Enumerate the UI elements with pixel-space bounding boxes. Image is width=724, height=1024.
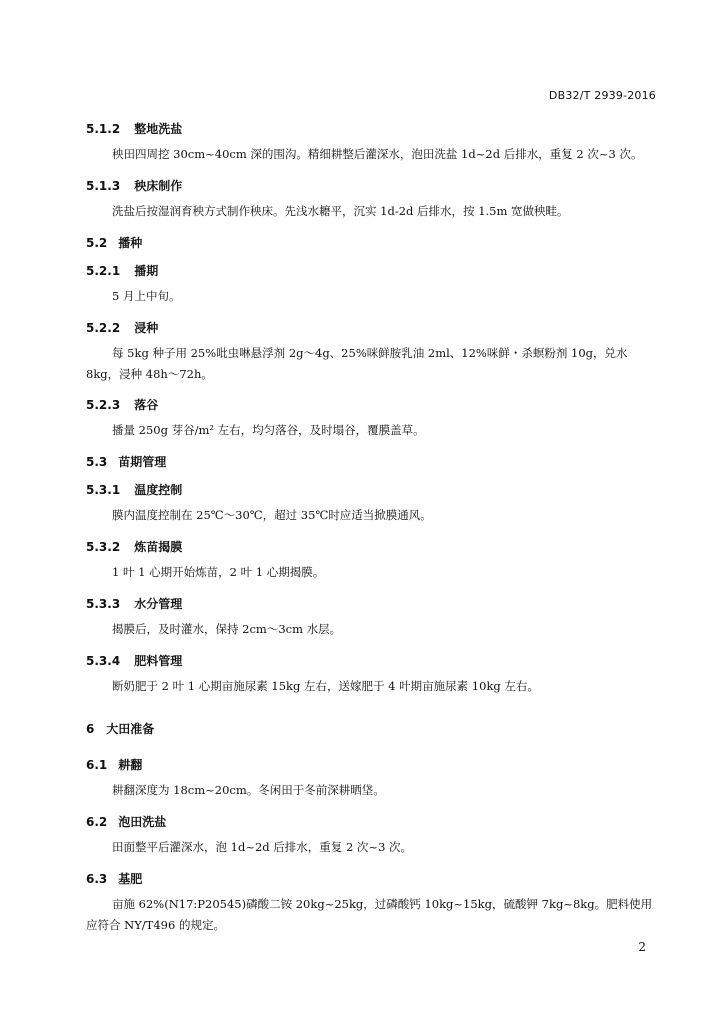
section-title: 肥料管理: [134, 654, 183, 668]
paragraph: 膜内温度控制在 25℃～30℃，超过 35℃时应适当掀膜通风。: [112, 508, 432, 522]
section-heading: [86, 453, 166, 470]
section-heading: [86, 481, 182, 498]
paragraph: 田面整平后灌深水，泡 1d~2d 后排水，重复 2 次~3 次。: [112, 840, 413, 854]
section-number: 5.3.1: [86, 483, 121, 497]
paragraph: 亩施 62%(N17:P20545)磷酸二铵 20kg~25kg，过磷酸钙 10kg~15kg，硫酸钾 7kg~8kg。肥料使用应符合 NY/T496 的规定。: [86, 897, 653, 932]
section-number: 5.3: [86, 455, 108, 469]
section-title: 整地洗盐: [134, 122, 183, 136]
section-heading: [86, 262, 158, 279]
section-heading: [86, 870, 142, 887]
section-title: 温度控制: [134, 483, 183, 497]
section-title: 播期: [134, 264, 159, 278]
section-heading: [86, 538, 182, 555]
section-heading: [86, 756, 142, 773]
section-heading: [86, 652, 182, 669]
section-title: 炼苗揭膜: [134, 540, 183, 554]
section-heading: [86, 720, 154, 737]
section-title: 基肥: [118, 872, 143, 886]
section-number: 6.2: [86, 815, 108, 829]
section-heading: [86, 396, 158, 413]
section-title: 耕翻: [118, 758, 143, 772]
section-heading: [86, 319, 158, 336]
section-number: 5.3.3: [86, 597, 121, 611]
section-heading: [86, 234, 142, 251]
section-title: 浸种: [134, 321, 159, 335]
section-number: 5.1.2: [86, 122, 121, 136]
section-number: 5.3.4: [86, 654, 121, 668]
paragraph: 揭膜后，及时灌水，保持 2cm～3cm 水层。: [112, 622, 342, 636]
section-title: 秧床制作: [134, 179, 183, 193]
section-heading: [86, 813, 166, 830]
section-heading: [86, 595, 182, 612]
document-code: DB32/T 2939-2016: [548, 89, 656, 102]
paragraph: 秧田四周挖 30cm~40cm 深的围沟。精细耕整后灌深水，泡田洗盐 1d~2d 后排水，重复 2 次~3 次。: [112, 147, 643, 161]
paragraph: 播量 250g 芽谷/m² 左右，均匀落谷，及时塌谷，覆膜盖草。: [112, 423, 425, 437]
paragraph: 每 5kg 种子用 25%吡虫啉悬浮剂 2g～4g、25%咪鲜胺乳油 2ml、12%咪鲜・杀螟粉剂 10g，兑水 8kg，浸种 48h～72h。: [86, 346, 628, 381]
paragraph: 耕翻深度为 18cm~20cm。冬闲田于冬前深耕晒垡。: [112, 783, 385, 797]
section-number: 5.1.3: [86, 179, 121, 193]
section-title: 播种: [118, 236, 143, 250]
section-number: 5.2: [86, 236, 108, 250]
section-title: 落谷: [134, 398, 159, 412]
section-number: 5.3.2: [86, 540, 121, 554]
section-heading: [86, 177, 182, 194]
section-number: 6.1: [86, 758, 108, 772]
section-title: 苗期管理: [118, 455, 167, 469]
paragraph: 1 叶 1 心期开始炼苗，2 叶 1 心期揭膜。: [112, 565, 325, 579]
paragraph: 5 月上中旬。: [112, 289, 181, 303]
paragraph: 断奶肥于 2 叶 1 心期亩施尿素 15kg 左右，送嫁肥于 4 叶期亩施尿素 10kg 左右。: [112, 679, 539, 693]
page-number: 2: [638, 940, 646, 954]
section-heading: [86, 120, 182, 137]
section-number: 5.2.3: [86, 398, 121, 412]
section-title: 水分管理: [134, 597, 183, 611]
section-title: 泡田洗盐: [118, 815, 167, 829]
section-number: 6: [86, 722, 95, 736]
section-number: 6.3: [86, 872, 108, 886]
section-number: 5.2.2: [86, 321, 121, 335]
section-title: 大田准备: [106, 722, 155, 736]
section-number: 5.2.1: [86, 264, 121, 278]
paragraph: 洗盐后按湿润育秧方式制作秧床。先浅水耱平，沉实 1d-2d 后排水，按 1.5m 宽做秧畦。: [112, 204, 569, 218]
